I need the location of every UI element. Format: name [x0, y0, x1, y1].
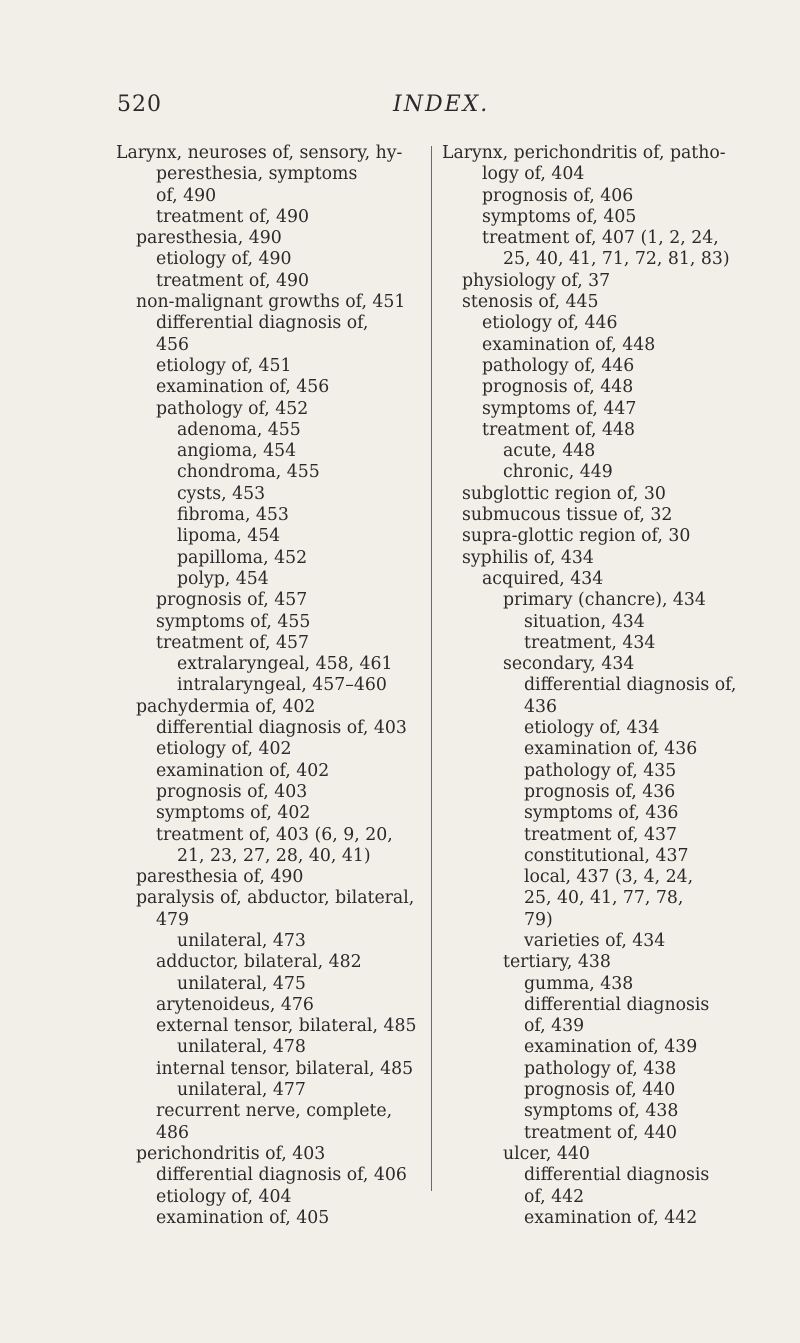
- index-entry: internal tensor, bilateral, 485: [156, 1058, 414, 1079]
- index-entry: perichondritis of, 403: [136, 1143, 326, 1164]
- index-entry: secondary, 434: [503, 654, 635, 675]
- index-entry: tertiary, 438: [503, 952, 611, 973]
- index-entry: submucous tissue of, 32: [462, 505, 673, 526]
- index-entry: Larynx, perichondritis of, patho-: [442, 143, 726, 163]
- index-entry: peresthesia, symptoms: [156, 164, 358, 185]
- index-entry: logy of, 404: [482, 164, 585, 185]
- index-entry: subglottic region of, 30: [462, 483, 666, 504]
- index-entry: external tensor, bilateral, 485: [156, 1016, 417, 1037]
- index-entry: chronic, 449: [503, 462, 613, 483]
- index-entry: non-malignant growths of, 451: [136, 292, 406, 313]
- index-entry: primary (chancre), 434: [503, 590, 706, 611]
- index-entry: pathology of, 446: [482, 355, 635, 376]
- index-entry: differential diagnosis of, 403: [156, 718, 407, 739]
- index-entry: treatment of, 407 (1, 2, 24,: [482, 228, 719, 249]
- index-entry: prognosis of, 440: [524, 1080, 676, 1101]
- index-entry: local, 437 (3, 4, 24,: [524, 867, 694, 888]
- index-entry: treatment of, 437: [524, 824, 678, 845]
- index-entry: examination of, 402: [156, 760, 330, 781]
- index-entry: examination of, 439: [524, 1037, 698, 1058]
- index-entry: symptoms of, 402: [156, 803, 311, 824]
- index-entry: intralaryngeal, 457–460: [177, 675, 387, 696]
- index-entry: differential diagnosis: [524, 994, 710, 1015]
- index-entry: pachydermia of, 402: [136, 696, 316, 717]
- index-entry: recurrent nerve, complete,: [156, 1101, 393, 1122]
- index-entry: of, 439: [524, 1016, 585, 1037]
- index-entry: unilateral, 477: [177, 1080, 306, 1101]
- index-entry: supra-glottic region of, 30: [462, 526, 691, 547]
- index-entry: angioma, 454: [177, 441, 297, 462]
- index-entry: unilateral, 473: [177, 930, 306, 951]
- index-entry: prognosis of, 457: [156, 590, 308, 611]
- index-entry: stenosis of, 445: [462, 292, 599, 313]
- index-entry: acute, 448: [503, 441, 596, 462]
- index-entry: 436: [524, 696, 557, 717]
- index-entry: of, 490: [156, 185, 217, 206]
- index-entry: etiology of, 451: [156, 355, 292, 376]
- index-entry: examination of, 442: [524, 1207, 698, 1228]
- index-entry: paralysis of, abductor, bilateral,: [136, 888, 415, 909]
- index-entry: etiology of, 434: [524, 718, 660, 739]
- index-entry: symptoms of, 438: [524, 1101, 679, 1122]
- index-entry: treatment of, 490: [156, 206, 310, 227]
- index-entry: differential diagnosis of, 406: [156, 1165, 407, 1186]
- index-entry: examination of, 456: [156, 377, 330, 398]
- index-entry: polyp, 454: [177, 568, 269, 589]
- index-entry: 25, 40, 41, 77, 78,: [524, 888, 684, 909]
- index-entry: differential diagnosis: [524, 1165, 710, 1186]
- index-entry: paresthesia of, 490: [136, 867, 304, 888]
- index-entry: examination of, 448: [482, 334, 656, 355]
- index-entry: pathology of, 435: [524, 760, 677, 781]
- index-entry: symptoms of, 447: [482, 398, 637, 419]
- index-entry: etiology of, 446: [482, 313, 618, 334]
- page-header: [0, 92, 800, 122]
- index-entry: 25, 40, 41, 71, 72, 81, 83): [503, 249, 730, 270]
- index-entry: 486: [156, 1122, 189, 1143]
- index-entry: 79): [524, 909, 553, 930]
- index-entry: symptoms of, 455: [156, 611, 311, 632]
- index-entry: pathology of, 452: [156, 398, 309, 419]
- index-entry: etiology of, 402: [156, 739, 292, 760]
- index-entry: arytenoideus, 476: [156, 994, 314, 1015]
- index-entry: etiology of, 404: [156, 1186, 292, 1207]
- index-entry: differential diagnosis of,: [524, 675, 737, 696]
- index-entry: examination of, 436: [524, 739, 698, 760]
- index-entry: treatment of, 448: [482, 419, 636, 440]
- index-entry: treatment of, 440: [524, 1122, 678, 1143]
- index-entry: varieties of, 434: [524, 930, 666, 951]
- index-entry: situation, 434: [524, 611, 645, 632]
- index-entry: treatment, 434: [524, 632, 656, 653]
- index-entry: ulcer, 440: [503, 1143, 590, 1164]
- index-entry: prognosis of, 448: [482, 377, 634, 398]
- index-entry: extralaryngeal, 458, 461: [177, 654, 393, 675]
- index-entry: differential diagnosis of,: [156, 313, 369, 334]
- index-entry: symptoms of, 405: [482, 206, 637, 227]
- index-column-left: [116, 143, 428, 1229]
- index-entry: prognosis of, 403: [156, 781, 308, 802]
- index-entry: adenoma, 455: [177, 419, 301, 440]
- index-entry: prognosis of, 406: [482, 185, 634, 206]
- index-entry: adductor, bilateral, 482: [156, 952, 362, 973]
- index-entry: lipoma, 454: [177, 526, 281, 547]
- index-column-right: [442, 143, 762, 1229]
- index-entry: Larynx, neuroses of, sensory, hy-: [116, 143, 403, 163]
- running-head: INDEX.: [393, 92, 490, 117]
- page-number: 520: [117, 92, 162, 117]
- index-entry: constitutional, 437: [524, 845, 689, 866]
- index-entry: pathology of, 438: [524, 1058, 677, 1079]
- index-entry: unilateral, 475: [177, 973, 306, 994]
- index-entry: gumma, 438: [524, 973, 634, 994]
- index-entry: 21, 23, 27, 28, 40, 41): [177, 845, 371, 866]
- index-entry: etiology of, 490: [156, 249, 292, 270]
- index-entry: examination of, 405: [156, 1207, 330, 1228]
- index-entry: symptoms of, 436: [524, 803, 679, 824]
- index-entry: treatment of, 490: [156, 270, 310, 291]
- index-entry: unilateral, 478: [177, 1037, 306, 1058]
- index-entry: 479: [156, 909, 189, 930]
- index-entry: fibroma, 453: [177, 505, 289, 526]
- index-entry: treatment of, 403 (6, 9, 20,: [156, 824, 393, 845]
- index-entry: prognosis of, 436: [524, 781, 676, 802]
- index-entry: physiology of, 37: [462, 270, 611, 291]
- index-entry: 456: [156, 334, 189, 355]
- index-entry: papilloma, 452: [177, 547, 308, 568]
- column-divider: [431, 146, 432, 1191]
- index-entry: cysts, 453: [177, 483, 266, 504]
- index-entry: acquired, 434: [482, 568, 604, 589]
- index-entry: treatment of, 457: [156, 632, 310, 653]
- index-entry: paresthesia, 490: [136, 228, 282, 249]
- index-entry: syphilis of, 434: [462, 547, 594, 568]
- index-entry: chondroma, 455: [177, 462, 320, 483]
- index-entry: of, 442: [524, 1186, 585, 1207]
